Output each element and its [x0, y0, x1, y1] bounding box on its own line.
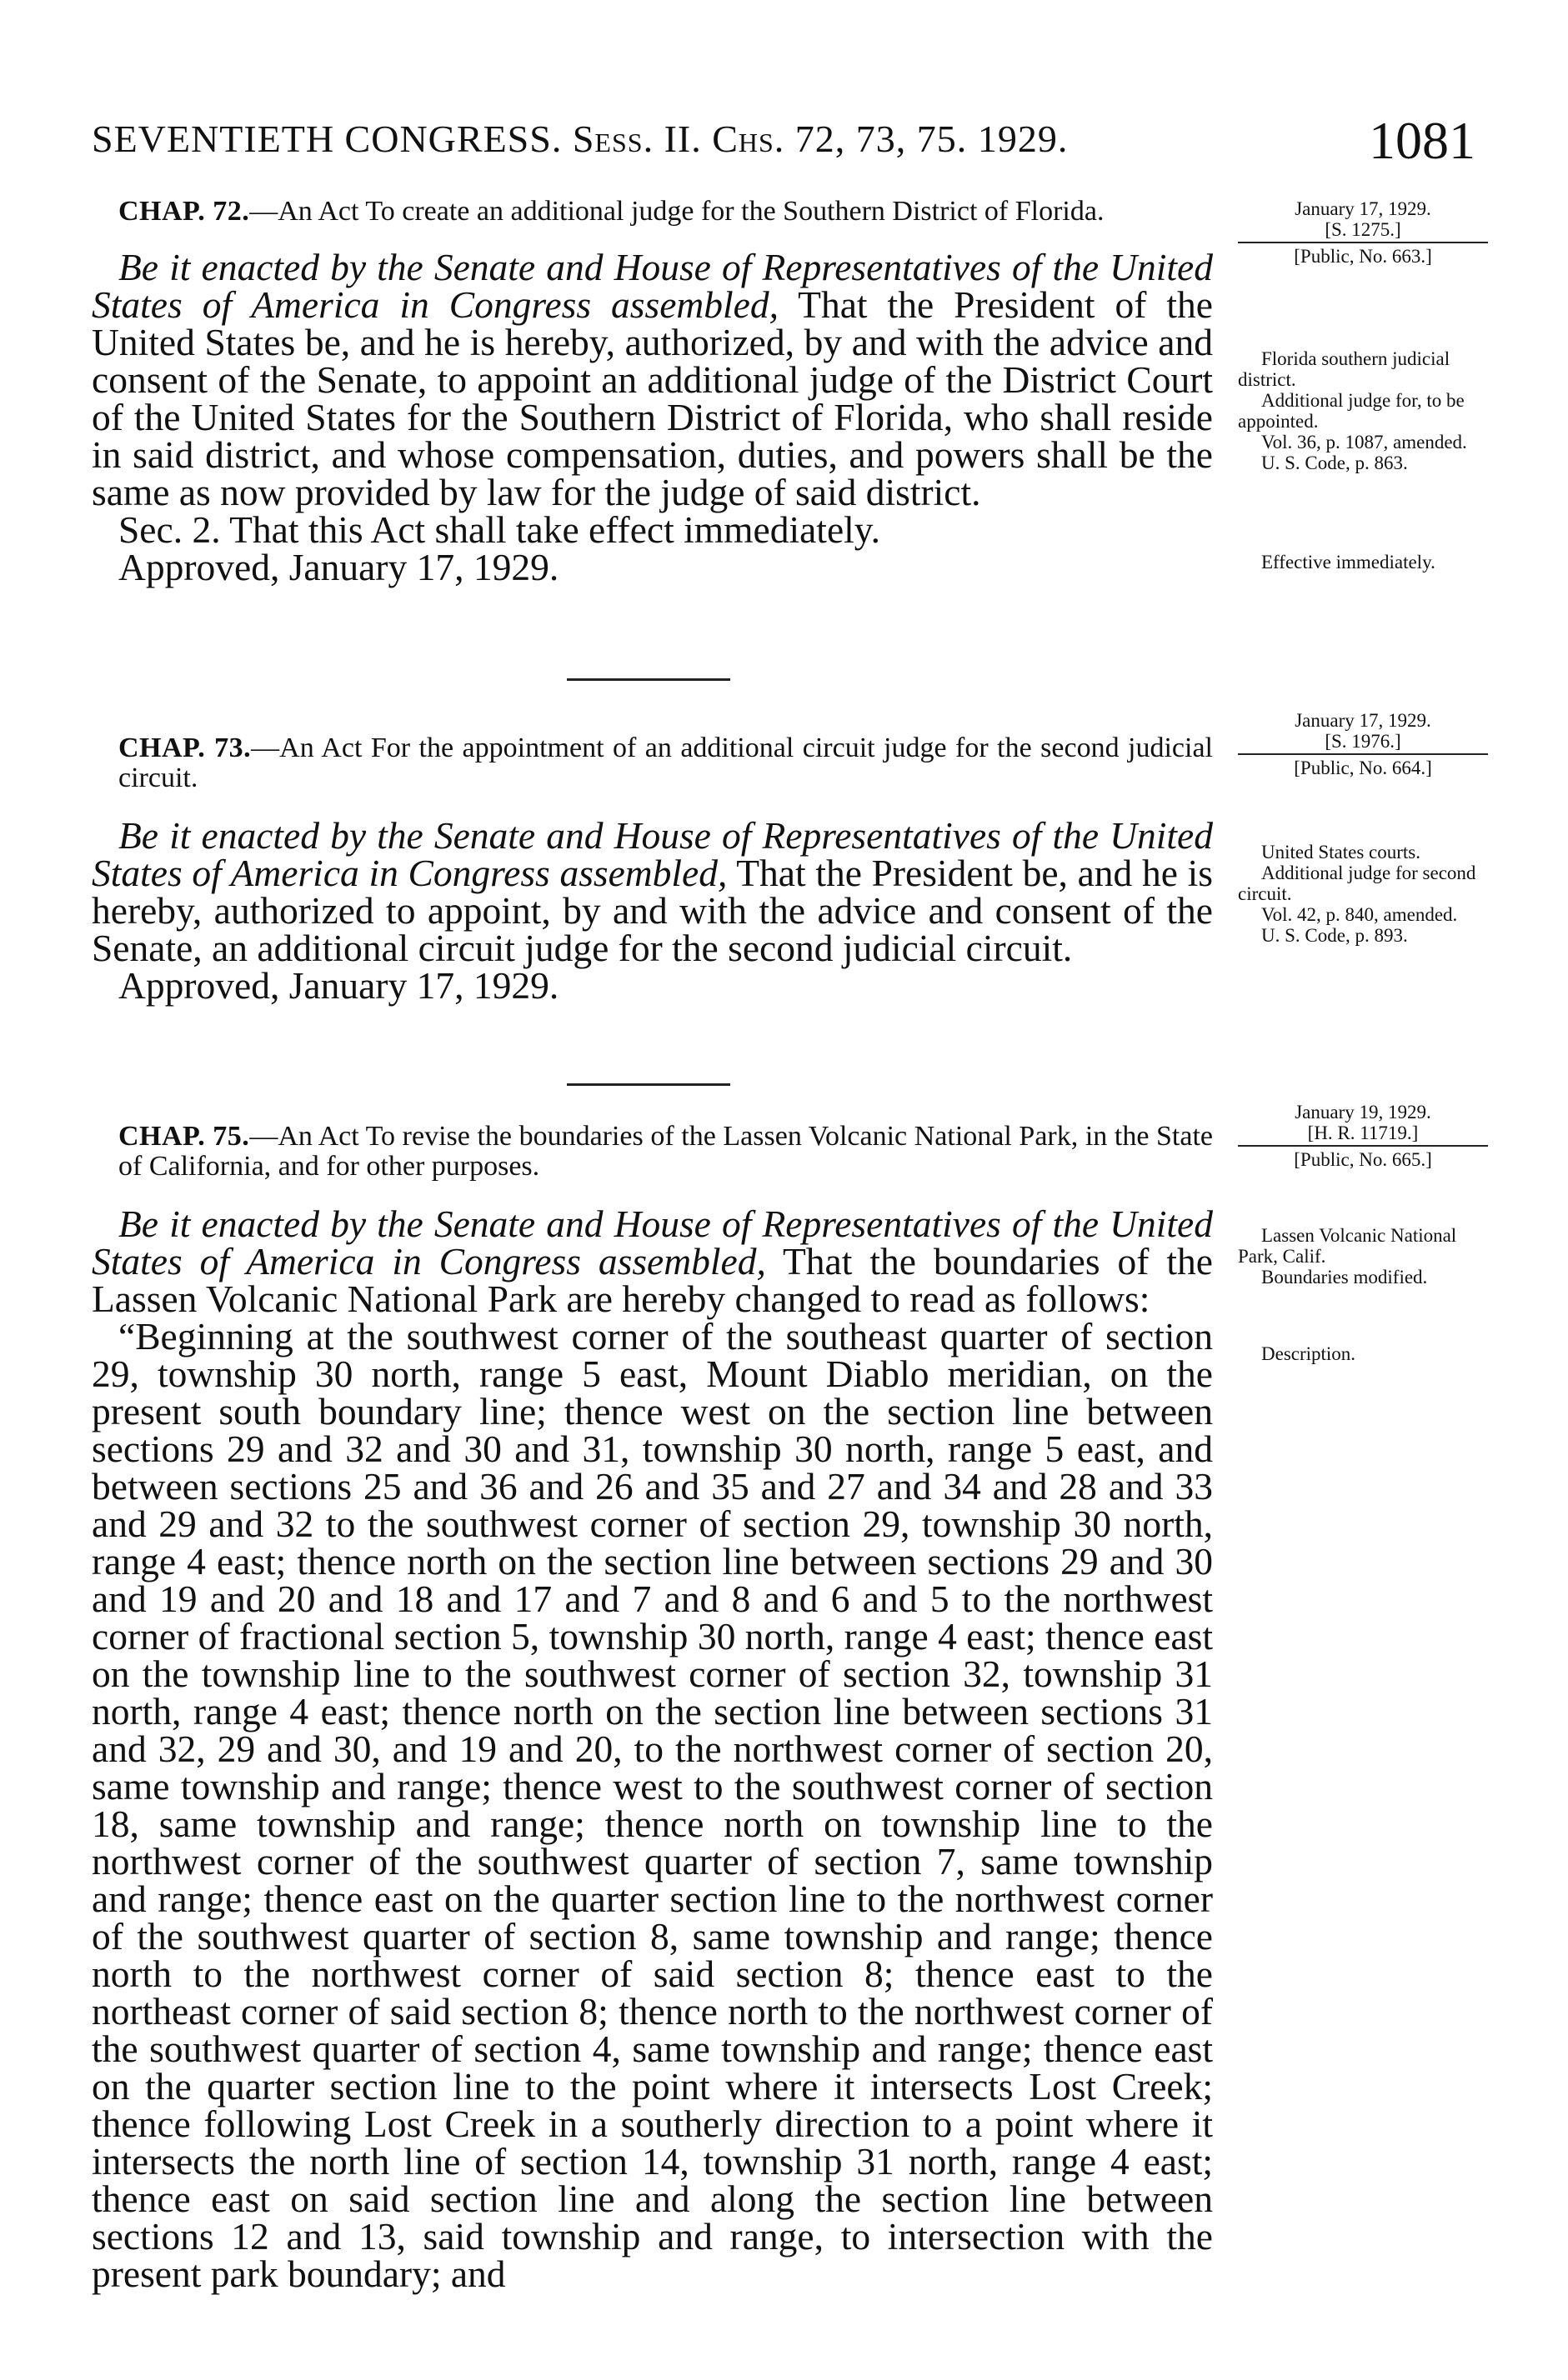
- chap73-notes: [1238, 842, 1488, 946]
- chap72-body: [92, 197, 1213, 586]
- header-left: [92, 117, 1068, 161]
- chap75-text: Be it enacted by the Senate and House of Representatives of the United States of America in Congress assembled, That the boundaries of the Lassen Volcanic National Park are hereby changed to read as follows:: [92, 1202, 1213, 1320]
- chap72-margin: [1238, 198, 1488, 267]
- chap75-public: [Public, No. 665.]: [1294, 1149, 1432, 1170]
- chap73-enacting-clause: Be it enacted by the Senate and House of Representatives of the United States of America in Congress assembled,: [92, 814, 1213, 894]
- chap75-description-note: Description.: [1261, 1343, 1356, 1364]
- chap73-margin-rule: [1238, 753, 1488, 755]
- chap73-title: CHAP. 73.—An Act For the appointment of an additional circuit judge for the second judicial circuit.: [118, 732, 1214, 793]
- chap72-note-title: Florida southern judicial district.: [1238, 348, 1450, 390]
- chap75-bill: [H. R. 11719.]: [1307, 1122, 1419, 1143]
- chap75-title: CHAP. 75.—An Act To revise the boundaries of the Lassen Volcanic National Park, in the State of California, and for other purposes.: [118, 1121, 1214, 1182]
- chap73-note-code: U. S. Code, p. 893.: [1261, 925, 1408, 946]
- chap75-notes: [1238, 1225, 1488, 1288]
- separator-rule: [567, 1083, 730, 1086]
- chap73-note-title: United States courts.: [1261, 842, 1420, 862]
- chap73-note-ref: Vol. 42, p. 840, amended.: [1261, 904, 1458, 925]
- chap72-public: [Public, No. 663.]: [1294, 246, 1432, 267]
- chap72-margin-rule: [1238, 242, 1488, 243]
- chap72-note-code: U. S. Code, p. 863.: [1261, 452, 1408, 473]
- chap75-note-sub: Boundaries modified.: [1261, 1267, 1428, 1288]
- chap72-note-ref: Vol. 36, p. 1087, amended.: [1261, 432, 1467, 452]
- header-session: Sess. II.: [572, 118, 702, 160]
- chap72-note-sub: Additional judge for, to be appointed.: [1238, 390, 1465, 432]
- chap75-date: January 19, 1929.: [1295, 1102, 1431, 1122]
- chap75-description: “Beginning at the southwest corner of the southeast quarter of section 29, township 30 north, range 5 east, Mount Diablo meridian, on the present south boundary line; thence west on the section line between sections 29 and 32 and 30 and 31, township 30 north, range 5 east, and between sections 25 and 36 and 26 and 35 and 27 and 34 and 28 and 33 and 29 and 32 to the southwest corner of section 29, township 30 north, range 4 east; thence north on the section line between sections 29 and 30 and 19 and 20 and 18 and 17 and 7 and 8 and 6 and 5 to the northwest corner of fractional section 5, township 30 north, range 4 east; thence east on the township line to the southwest corner of section 32, township 31 north, range 4 east; thence north on the section line between sections 31 and 32, 29 and 30, and 19 and 20, to the northwest corner of section 20, same township and range; thence west to the southwest corner of section 18, same township and range; thence north on township line to the northwest corner of the southwest quarter of section 7, same township and range; thence east on the quarter section line to the northwest corner of the southwest quarter of section 8, same township and range; thence north to the northwest corner of said section 8; thence east to the northeast corner of said section 8; thence north to the northwest corner of the southwest quarter of section 4, same township and range; thence east on the quarter section line to the point where it intersects Lost Creek; thence following Lost Creek in a southerly direction to a point where it intersects the north line of section 14, township 31 north, range 4 east; thence east on said section line and along the section line between sections 12 and 13, said township and range, to intersection with the present park boundary; and: [92, 1315, 1213, 2295]
- chap73-text: Be it enacted by the Senate and House of Representatives of the United States of America in Congress assembled, That the President be, and he is hereby, authorized to appoint, by and with the advice and consent of the Senate, an additional circuit judge for the second judicial circuit.: [92, 814, 1213, 969]
- chap73-public: [Public, No. 664.]: [1294, 758, 1432, 778]
- chap73-heading: CHAP. 73.: [118, 732, 252, 763]
- chap73-note-sub: Additional judge for second circuit.: [1238, 862, 1476, 904]
- separator-rule: [567, 678, 730, 681]
- chap73-date: January 17, 1929.: [1295, 710, 1431, 731]
- chap73-body: [92, 732, 1214, 1007]
- chap72-enacting-clause: Be it enacted by the Senate and House of Representatives of the United States of America in Congress assembled,: [92, 246, 1213, 326]
- chap72-date: January 17, 1929.: [1295, 198, 1431, 219]
- chap73-margin: [1238, 710, 1488, 778]
- chap73-approved: Approved, January 17, 1929.: [118, 964, 559, 1007]
- chap75-enacting-clause: Be it enacted by the Senate and House of Representatives of the United States of America in Congress assembled,: [92, 1202, 1213, 1282]
- chap72-text: Be it enacted by the Senate and House of Representatives of the United States of America in Congress assembled, That the President of the United States be, and he is hereby, authorized, by and with the advice and consent of the Senate, to appoint an additional judge of the District Court of the United States for the Southern District of Florida, who shall reside in said district, and whose compensation, duties, and powers shall be the same as now provided by law for the judge of said district.: [92, 246, 1213, 513]
- chap72-title: CHAP. 72.—An Act To create an additional judge for the Southern District of Florida.: [118, 196, 1105, 227]
- chap72-effective-note: Effective immediately.: [1261, 552, 1435, 572]
- chap72-sec2: Sec. 2. That this Act shall take effect immediately.: [118, 508, 880, 551]
- header-year: 1929.: [977, 118, 1069, 160]
- chap75-margin: [1238, 1102, 1488, 1170]
- chap72-bill: [S. 1275.]: [1325, 219, 1401, 240]
- chap72-notes: [1238, 348, 1488, 473]
- chap72-heading: CHAP. 72.: [118, 196, 250, 227]
- chap75-body: [92, 1121, 1214, 2295]
- chap72-approved: Approved, January 17, 1929.: [118, 546, 559, 588]
- header-congress: SEVENTIETH CONGRESS.: [92, 118, 563, 160]
- chap75-note-title: Lassen Volcanic National Park, Calif.: [1238, 1225, 1457, 1267]
- chap75-margin-rule: [1238, 1145, 1488, 1147]
- header-chapters: Chs. 72, 73, 75.: [712, 118, 968, 160]
- running-header: [92, 110, 1475, 168]
- chap75-heading: CHAP. 75.: [118, 1121, 250, 1152]
- page-number: 1081: [1369, 111, 1475, 170]
- chap73-bill: [S. 1976.]: [1325, 731, 1401, 752]
